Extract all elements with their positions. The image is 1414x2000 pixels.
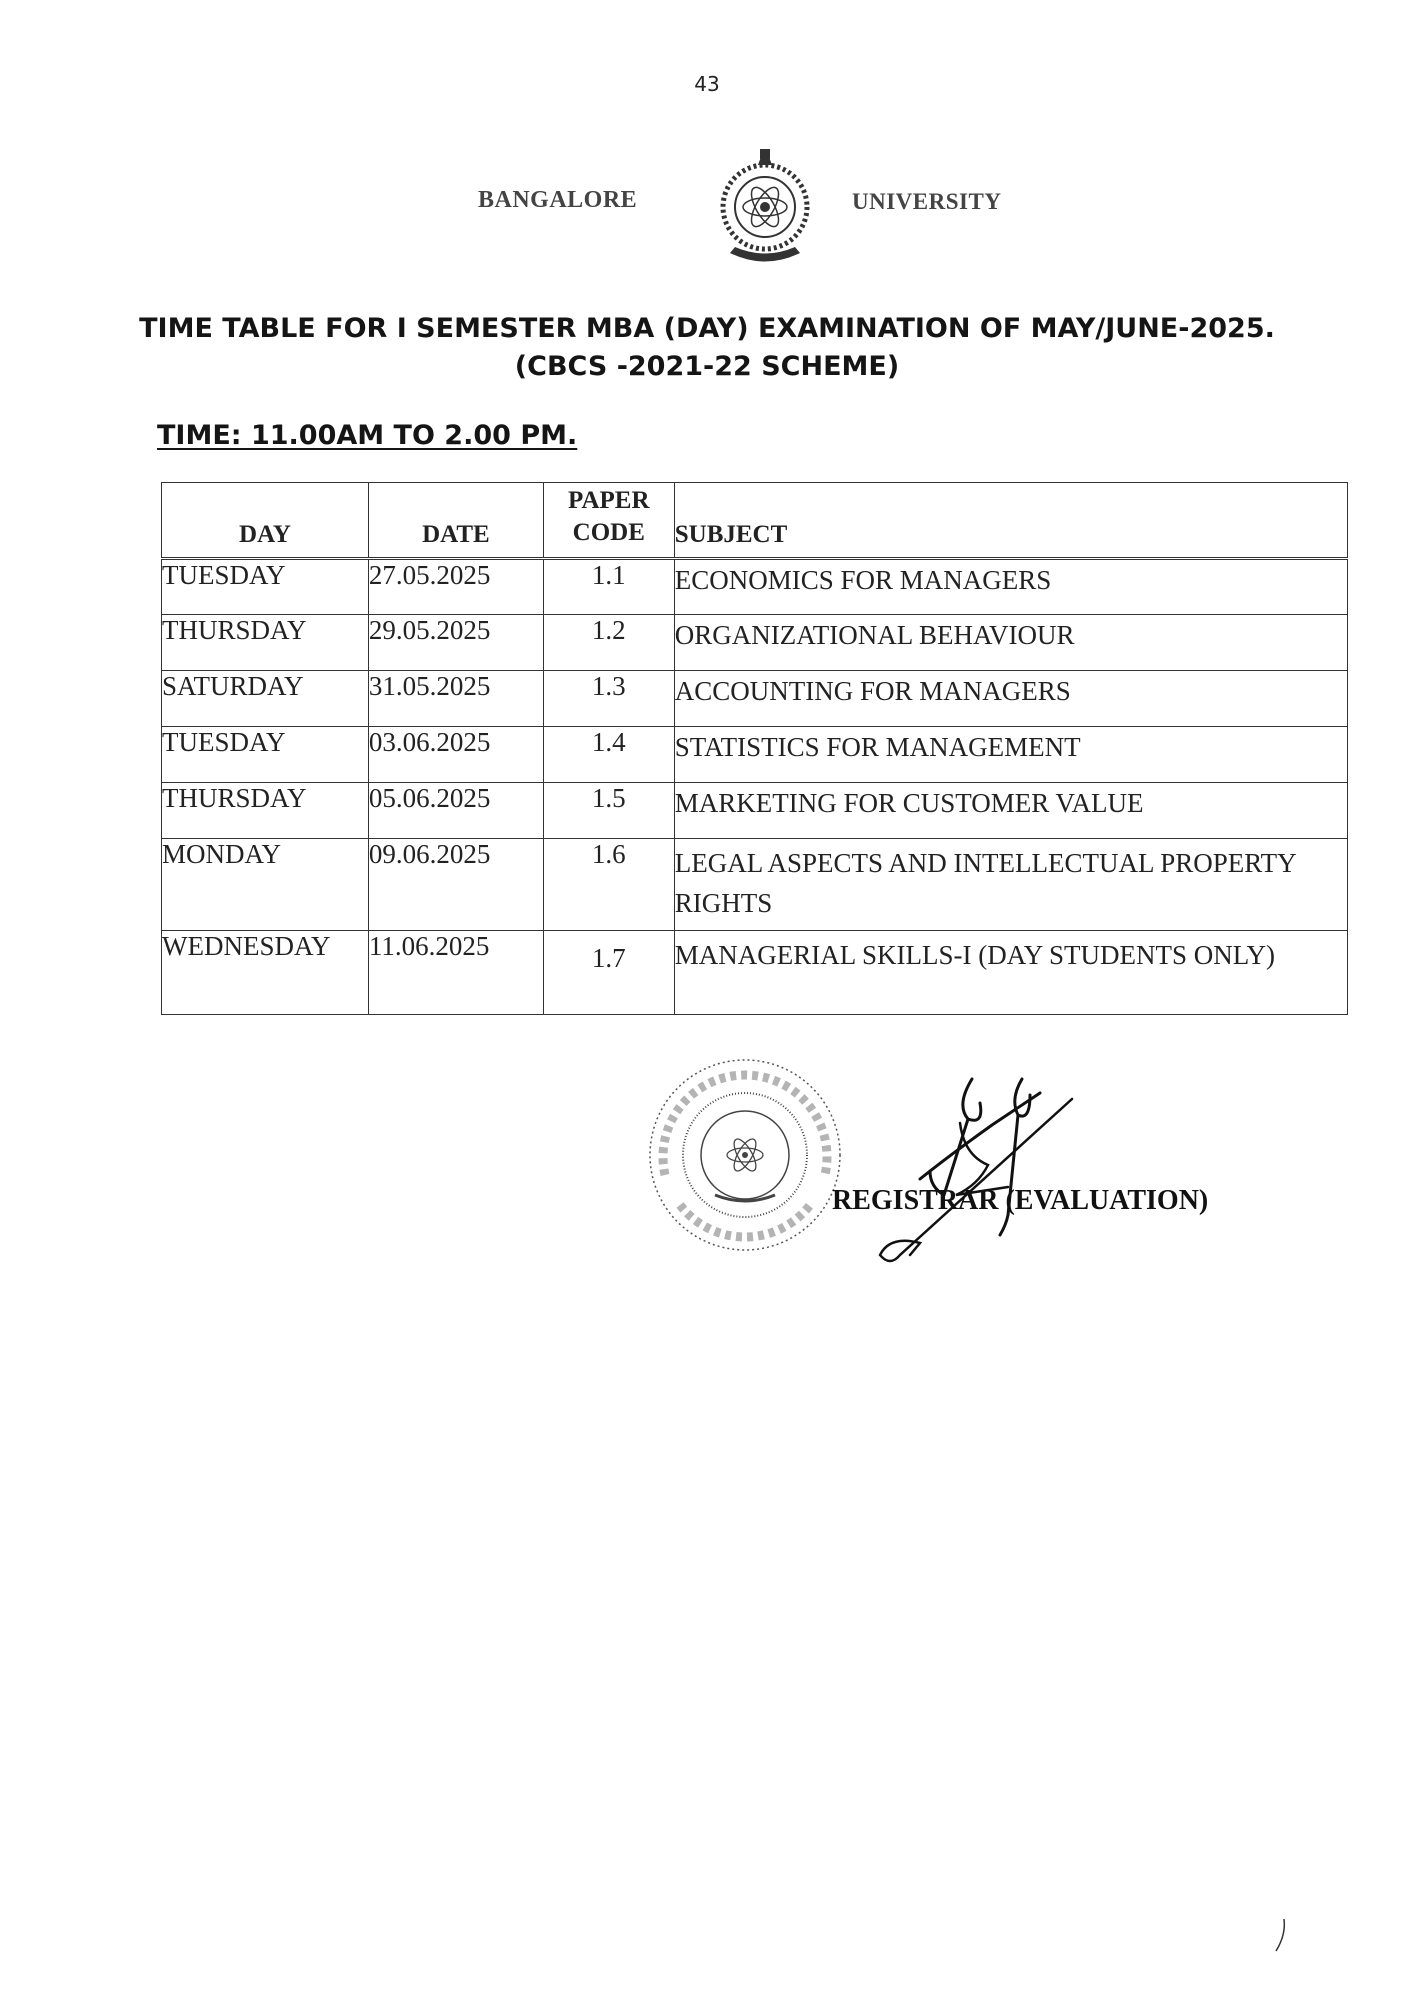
title-line-1: TIME TABLE FOR I SEMESTER MBA (DAY) EXAMINATION OF MAY/JUNE-2025. (139, 313, 1275, 344)
cell-subject: ORGANIZATIONAL BEHAVIOUR (674, 615, 1347, 671)
cell-subject: LEGAL ASPECTS AND INTELLECTUAL PROPERTY RIGHTS (674, 839, 1347, 931)
cell-code: 1.1 (543, 559, 674, 615)
cell-date: 05.06.2025 (368, 783, 543, 839)
registrar-signatory: REGISTRAR (EVALUATION) (832, 1185, 1209, 1216)
cell-code: 1.4 (543, 727, 674, 783)
cell-code: 1.5 (543, 783, 674, 839)
table-row (162, 615, 1348, 671)
cell-day: WEDNESDAY (162, 931, 369, 1015)
cell-subject: MANAGERIAL SKILLS-I (DAY STUDENTS ONLY) (674, 931, 1347, 1015)
cell-subject: ECONOMICS FOR MANAGERS (674, 559, 1347, 615)
letterhead (0, 135, 1414, 275)
cell-day: MONDAY (162, 839, 369, 931)
table-header-row (162, 483, 1348, 559)
page-title (0, 310, 1414, 386)
header-subject: SUBJECT (674, 483, 1347, 559)
cell-day: SATURDAY (162, 671, 369, 727)
table-row (162, 839, 1348, 931)
cell-code: 1.6 (543, 839, 674, 931)
table-row (162, 559, 1348, 615)
timetable (161, 482, 1348, 1015)
letterhead-bangalore: BANGALORE (478, 187, 638, 213)
university-emblem-icon (690, 135, 840, 275)
cell-subject: ACCOUNTING FOR MANAGERS (674, 671, 1347, 727)
cell-day: TUESDAY (162, 559, 369, 615)
cell-subject: MARKETING FOR CUSTOMER VALUE (674, 783, 1347, 839)
page-number: 43 (694, 72, 720, 96)
table-row (162, 783, 1348, 839)
cell-day: TUESDAY (162, 727, 369, 783)
header-day: DAY (162, 483, 369, 559)
cell-code: 1.2 (543, 615, 674, 671)
cell-day: THURSDAY (162, 615, 369, 671)
header-code-line-2: CODE (572, 519, 645, 546)
table-row (162, 931, 1348, 1015)
pen-mark-icon (1270, 1915, 1290, 1955)
exam-time: TIME: 11.00AM TO 2.00 PM. (157, 420, 578, 451)
title-line-2: (CBCS -2021-22 SCHEME) (514, 351, 900, 382)
cell-date: 27.05.2025 (368, 559, 543, 615)
letterhead-university: UNIVERSITY (852, 189, 1002, 214)
cell-subject: STATISTICS FOR MANAGEMENT (674, 727, 1347, 783)
header-paper-code (543, 483, 674, 559)
registrar-signature-icon (860, 1075, 1100, 1275)
table-row (162, 671, 1348, 727)
cell-date: 03.06.2025 (368, 727, 543, 783)
cell-date: 11.06.2025 (368, 931, 543, 1015)
cell-code: 1.3 (543, 671, 674, 727)
header-code-line-1: PAPER (568, 487, 650, 514)
cell-date: 31.05.2025 (368, 671, 543, 727)
cell-date: 29.05.2025 (368, 615, 543, 671)
header-date: DATE (368, 483, 543, 559)
cell-code: 1.7 (543, 931, 674, 1015)
table-row (162, 727, 1348, 783)
official-seal-icon (645, 1055, 845, 1255)
cell-date: 09.06.2025 (368, 839, 543, 931)
cell-day: THURSDAY (162, 783, 369, 839)
